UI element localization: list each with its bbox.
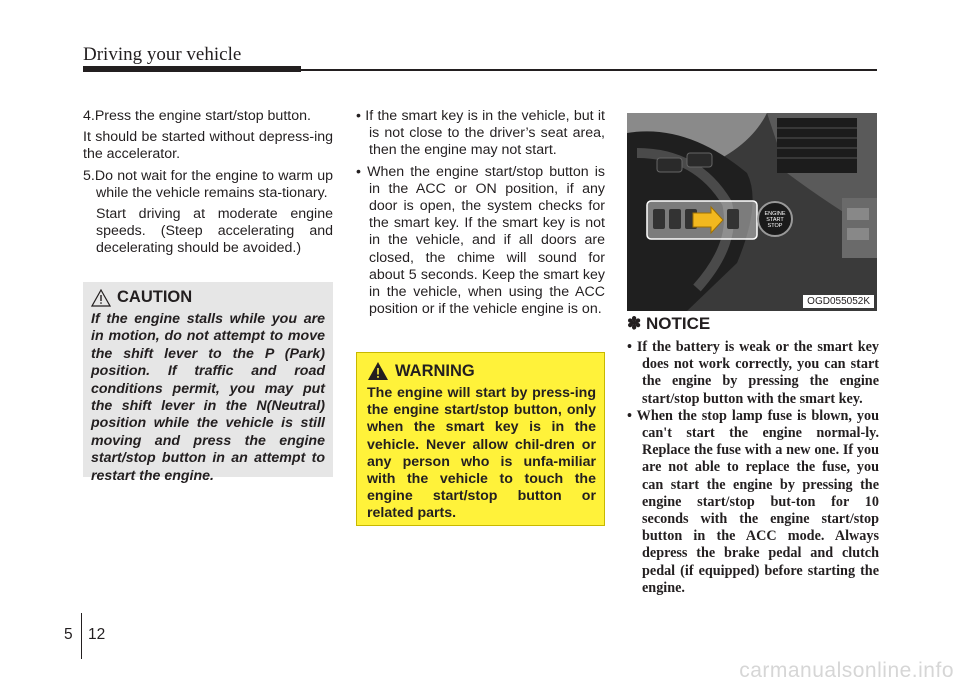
notice-item-1: • If the battery is weak or the smart key does not work correctly, you can start the engine by pressing the engine start/stop button with the smart key. xyxy=(627,339,879,407)
section-number: 5 xyxy=(64,626,73,643)
smart-key-bullet-1: • If the smart key is in the vehicle, but it is not close to the driver’s seat area, then the engine may not start. xyxy=(356,108,605,159)
dashboard-photo xyxy=(627,113,877,311)
header-title: Driving your vehicle xyxy=(83,44,242,65)
air-vent xyxy=(777,118,857,173)
notice-title: ✽ NOTICE xyxy=(627,314,711,333)
button-label-engine: ENGINE xyxy=(764,211,786,217)
page-number: 12 xyxy=(88,626,106,643)
bullet-2-text: When the engine start/stop button is in the ACC or ON position, if any door is open, the system checks for the smart key. If the smart key is not in the vehicle, and if all doors are closed, the chime will sound for about 5 seconds. Keep the smart key in the vehicle, when using the ACC position or if the vehicle engine is on. xyxy=(367,163,605,318)
smart-key-bullet-2: • When the engine start/stop button is in the ACC or ON position, if any door is open, the system checks for the smart key. If the smart key is not in the vehicle, and if all doors are closed, the chime will sound for about 5 seconds. Keep the smart key in the vehicle, when using the ACC position or if the vehicle engine is on. xyxy=(356,163,605,318)
warning-title: WARNING xyxy=(395,361,475,380)
caution-box xyxy=(83,282,333,484)
footer-rule xyxy=(81,613,82,659)
column-middle xyxy=(356,108,605,322)
step-4-note: It should be started without depress-ing the accelerator. xyxy=(83,129,333,163)
caution-triangle-icon xyxy=(91,289,111,307)
notice-list xyxy=(627,339,879,597)
warning-text: The engine will start by press-ing the engine start/stop button, only when the smart key is in the vehicle. Never allow chil-dren or any person who is unfa-miliar with the vehicle to touch the engine start/stop button or related parts. xyxy=(367,385,596,522)
caution-text: If the engine stalls while you are in motion, do not attempt to move the shift lever to the P (Park) position. If traffic and road conditions permit, you may put the shift lever in the N(Neutral) position while the vehicle is still moving and press the engine start/stop button in an attempt to restart the engine. xyxy=(91,311,325,484)
caution-heading xyxy=(91,288,325,307)
header-rule-thin xyxy=(301,69,877,71)
notice-item-2: • When the stop lamp fuse is blown, you can't start the engine normal-ly. Replace the fuse with a new one. If you are not able to replace the fuse, you can start the engine by pressing the engine start/stop but-ton for 10 seconds with the engine start/stop button in the ACC mode. Always depress the brake pedal and clutch pedal (if equipped) before starting the engine. xyxy=(627,407,879,596)
step-4: 4.Press the engine start/stop button. xyxy=(83,108,311,124)
bullet-1-text: If the smart key is in the vehicle, but it is not close to the driver’s seat area, then the engine may not start. xyxy=(365,108,605,159)
watermark: carmanualsonline.info xyxy=(739,659,954,682)
photo-caption: OGD055052K xyxy=(803,295,874,308)
step-5: 5.Do not wait for the engine to warm up while the vehicle remains sta-tionary. xyxy=(83,167,333,201)
warning-box xyxy=(356,352,605,526)
dashboard-illustration xyxy=(627,113,877,311)
column-left xyxy=(83,108,333,262)
warning-heading xyxy=(367,361,596,381)
warning-triangle-icon xyxy=(367,361,389,381)
engine-start-stop-button xyxy=(758,202,792,236)
caution-title: CAUTION xyxy=(117,288,193,306)
button-label-start: START xyxy=(766,217,784,223)
step-5-note: Start driving at moderate engine speeds. (Steep accelerating and decelerating should be avoided.) xyxy=(96,206,333,257)
button-label-stop: STOP xyxy=(767,223,783,229)
header-rule-thick xyxy=(83,66,301,72)
